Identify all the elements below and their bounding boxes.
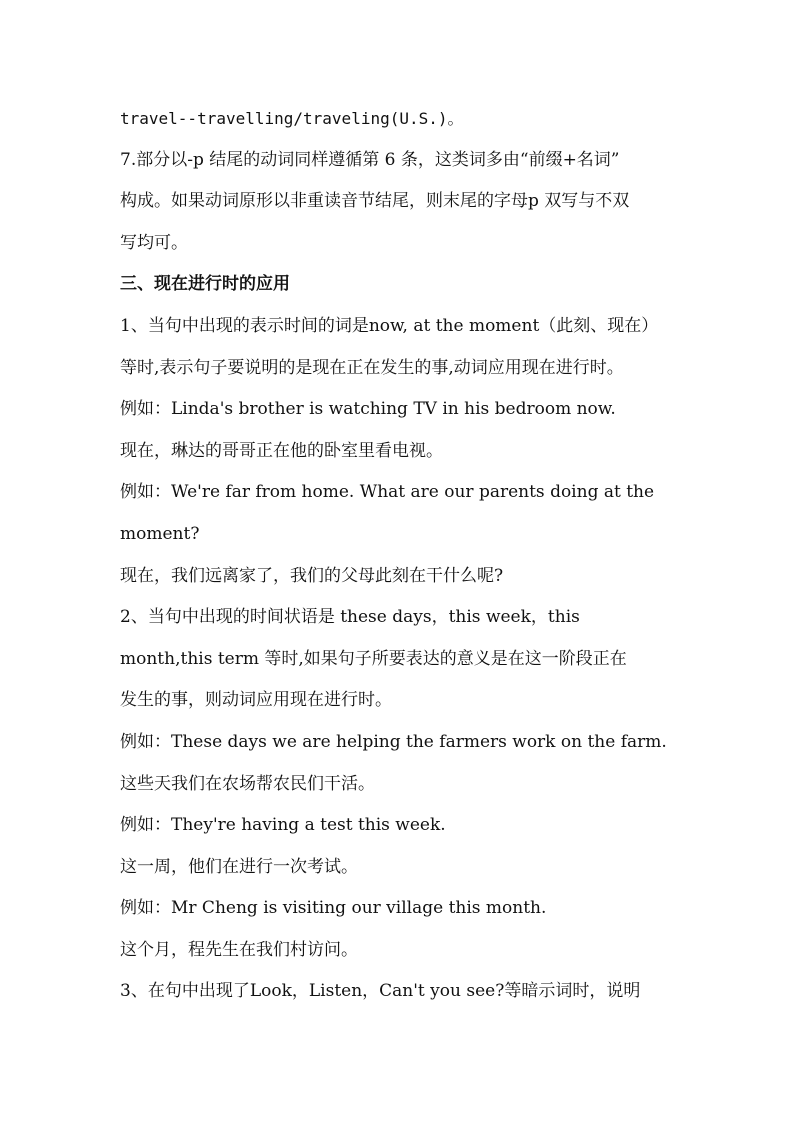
- text-line: 发生的事，则动词应用现在进行时。: [120, 690, 392, 711]
- example-line: 例如：They're having a test this week.: [120, 815, 446, 836]
- translation-line: 现在，我们远离家了，我们的父母此刻在干什么呢?: [120, 565, 504, 586]
- example-line: 例如：Mr Cheng is visiting our village this month.: [120, 898, 547, 919]
- translation-line: 这些天我们在农场帮农民们干活。: [120, 773, 375, 794]
- text-line: 构成。如果动词原形以非重读音节结尾，则末尾的字母p 双写与不双: [120, 191, 630, 212]
- document-page: [120, 98, 680, 1013]
- section-heading: 三、现在进行时的应用: [120, 274, 290, 295]
- text-line: 1、当句中出现的表示时间的词是now, at the moment（此刻、现在）: [120, 315, 659, 336]
- example-line: 例如：These days we are helping the farmers work on the farm.: [120, 731, 667, 752]
- text-line: 3、在句中出现了Look，Listen，Can't you see?等暗示词时，说明: [120, 981, 641, 1002]
- text-line: 7.部分以-p 结尾的动词同样遵循第 6 条，这类词多由“前缀+名词”: [120, 149, 620, 170]
- text-line: 写均可。: [120, 232, 188, 253]
- translation-line: 这个月，程先生在我们村访问。: [120, 939, 358, 960]
- example-line: 例如：We're far from home. What are our parents doing at the: [120, 482, 655, 503]
- text-line: travel--travelling/traveling(U.S.)。: [120, 109, 464, 128]
- example-line: 例如：Linda's brother is watching TV in his bedroom now.: [120, 399, 616, 420]
- text-line: month,this term 等时,如果句子所要表达的意义是在这一阶段正在: [120, 648, 627, 669]
- translation-line: 这一周，他们在进行一次考试。: [120, 856, 358, 877]
- text-line: 2、当句中出现的时间状语是 these days，this week，this: [120, 607, 580, 628]
- text-line: moment?: [120, 523, 200, 544]
- translation-line: 现在，琳达的哥哥正在他的卧室里看电视。: [120, 440, 443, 461]
- text-line: 等时,表示句子要说明的是现在正在发生的事,动词应用现在进行时。: [120, 357, 624, 378]
